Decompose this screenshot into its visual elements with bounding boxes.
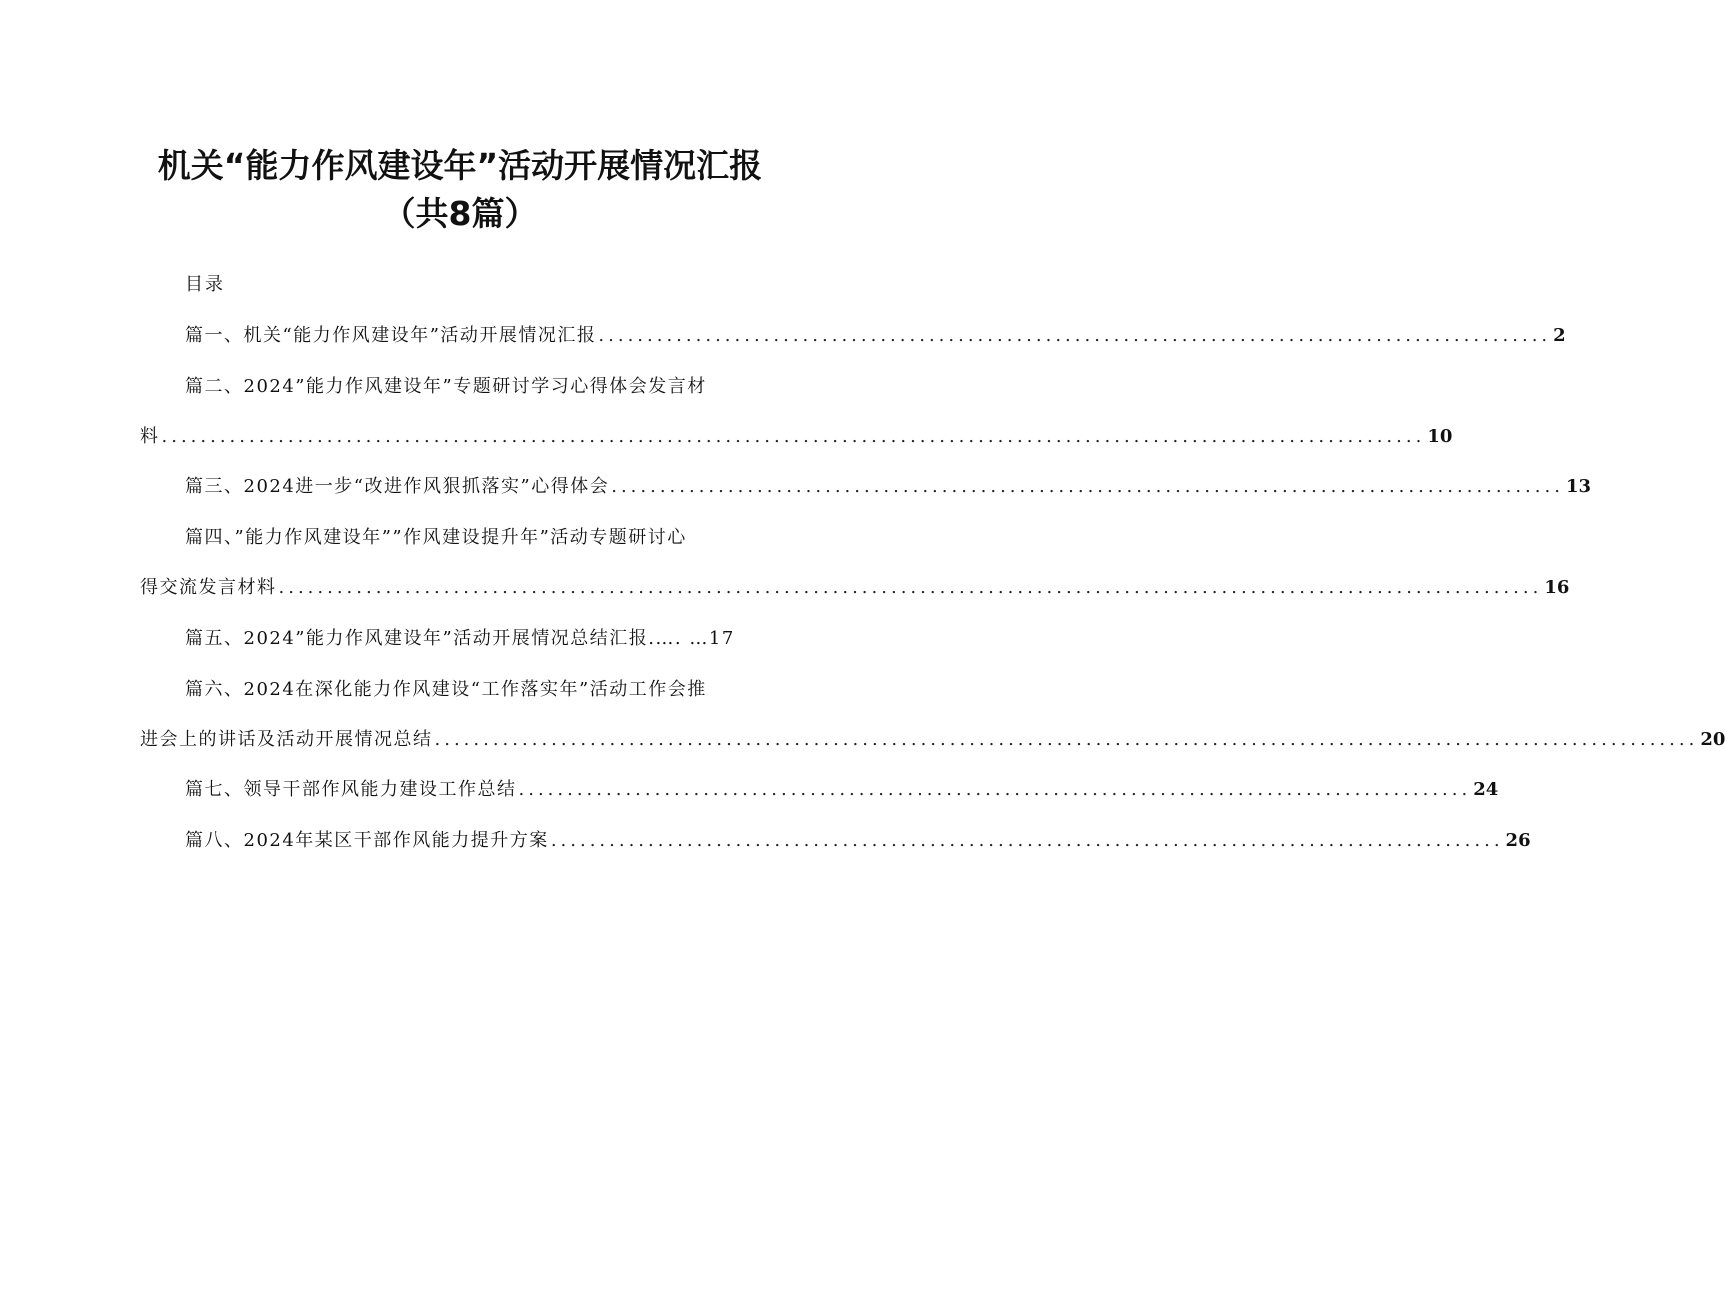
toc-entry-2-title: 篇二、2024”能力作风建设年”专题研讨学习心得体会发言材 bbox=[185, 376, 707, 397]
toc-entry-4-cont[interactable] bbox=[140, 574, 1570, 602]
toc-leader-dots: .................................................................................................. bbox=[518, 779, 1472, 800]
toc-entry-5[interactable] bbox=[185, 625, 777, 653]
toc-entry-2[interactable] bbox=[185, 373, 777, 401]
toc-entry-1-title: 篇一、机关“能力作风建设年”活动开展情况汇报 bbox=[185, 325, 597, 346]
toc-heading: 目录 bbox=[185, 274, 225, 295]
toc-entry-1-page: 2 bbox=[1553, 325, 1566, 346]
toc-leader-dots: .................................................................................................. bbox=[598, 325, 1552, 346]
toc-leader-dots: .................................................................................................. bbox=[611, 476, 1564, 497]
document-title-line1: 机关“能力作风建设年”活动开展情况汇报 bbox=[157, 146, 763, 185]
toc-entry-6-title: 篇六、2024在深化能力作风建设“工作落实年”活动工作会推 bbox=[185, 679, 707, 700]
toc-entry-7-title: 篇七、领导干部作风能力建设工作总结 bbox=[185, 779, 517, 800]
toc-entry-5-title: 篇五、2024”能力作风建设年”活动开展情况总结汇报.…. …17 bbox=[185, 628, 735, 649]
document-title-line2: （共8篇） bbox=[382, 194, 538, 233]
toc-entry-4[interactable] bbox=[185, 524, 777, 552]
toc-leader-dots: .................................................................................................................................. bbox=[161, 426, 1426, 447]
toc-entry-7-page: 24 bbox=[1473, 779, 1499, 800]
toc-entry-8-page: 26 bbox=[1505, 830, 1531, 851]
toc-entry-8[interactable] bbox=[185, 827, 1531, 855]
toc-leader-dots: .................................................................................................................................. bbox=[434, 729, 1699, 750]
toc-entry-3-page: 13 bbox=[1565, 476, 1592, 497]
toc-entry-4-continuation: 得交流发言材料 bbox=[140, 577, 277, 598]
toc-entry-3[interactable] bbox=[185, 473, 1592, 501]
toc-entry-6-continuation: 进会上的讲话及活动开展情况总结 bbox=[140, 729, 433, 750]
toc-entry-7[interactable] bbox=[185, 776, 1499, 804]
toc-entry-4-page: 16 bbox=[1544, 577, 1570, 598]
toc-entry-2-continuation: 料 bbox=[140, 426, 160, 447]
toc-entry-6-cont[interactable] bbox=[140, 726, 1725, 754]
toc-entry-4-title: 篇四、”能力作风建设年””作风建设提升年”活动专题研讨心 bbox=[185, 527, 687, 548]
toc-leader-dots: .................................................................................................. bbox=[550, 830, 1504, 851]
toc-entry-2-cont[interactable] bbox=[140, 423, 1453, 451]
toc-leader-dots: .................................................................................................................................. bbox=[278, 577, 1543, 598]
toc-entry-6[interactable] bbox=[185, 676, 777, 704]
toc-entry-2-page: 10 bbox=[1427, 426, 1453, 447]
toc-entry-6-page: 20 bbox=[1700, 729, 1725, 750]
toc-entry-3-title: 篇三、2024进一步“改进作风狠抓落实”心得体会 bbox=[185, 476, 610, 497]
toc-entry-1[interactable] bbox=[185, 322, 1566, 350]
toc-entry-8-title: 篇八、2024年某区干部作风能力提升方案 bbox=[185, 830, 549, 851]
